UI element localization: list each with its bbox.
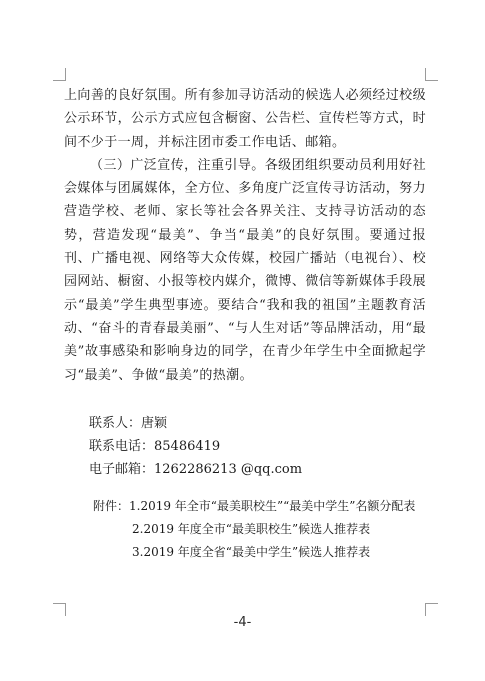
paragraph-continuation: 上向善的良好氛围。所有参加寻访活动的候选人必须经过校级公示环节，公示方式应包含橱窗、公告栏、宣传栏等方式，时间不少于一周，并标注团市委工作电话、邮箱。 [64, 88, 426, 150]
contact-phone: 联系电话：85486419 [89, 439, 221, 454]
attachment-item-1: 附件：1.2019 年全市“最美职校生”“最美中学生”名额分配表 [93, 499, 416, 513]
crop-mark-top-left [53, 68, 66, 81]
attachment-item-2: 2.2019 年度全市“最美职校生”候选人推荐表 [132, 522, 371, 536]
contact-block [89, 412, 302, 481]
contact-person: 联系人：唐颖 [89, 416, 168, 431]
crop-mark-top-right [425, 68, 438, 81]
body-text [64, 84, 426, 387]
attachment-item-3: 3.2019 年度全省“最美中学生”候选人推荐表 [132, 545, 371, 559]
contact-email: 电子邮箱：1262286213 @qq.com [89, 462, 303, 477]
page-number: -4- [233, 615, 252, 630]
attachments-block [93, 495, 415, 564]
paragraph-publicity: （三）广泛宣传，注重引导。各级团组织要动员利用好社会媒体与团属媒体，全方位、多角度广泛宣传寻访活动，努力营造学校、老师、家长等社会各界关注、支持寻访活动的态势，营造发现“最美”、争当“最美”的良好氛围。要通过报刊、广播电视、网络等大众传媒，校园广播站（电视台）、校园网站、橱窗、小报等校内媒介，微博、微信等新媒体手段展示“最美”学生典型事迹。要结合“我和我的祖国”主题教育活动、“奋斗的青春最美丽”、“与人生对话”等品牌活动，用“最美”故事感染和影响身边的同学，在青少年学生中全面掀起学习“最美”、争做“最美”的热潮。 [64, 157, 426, 383]
